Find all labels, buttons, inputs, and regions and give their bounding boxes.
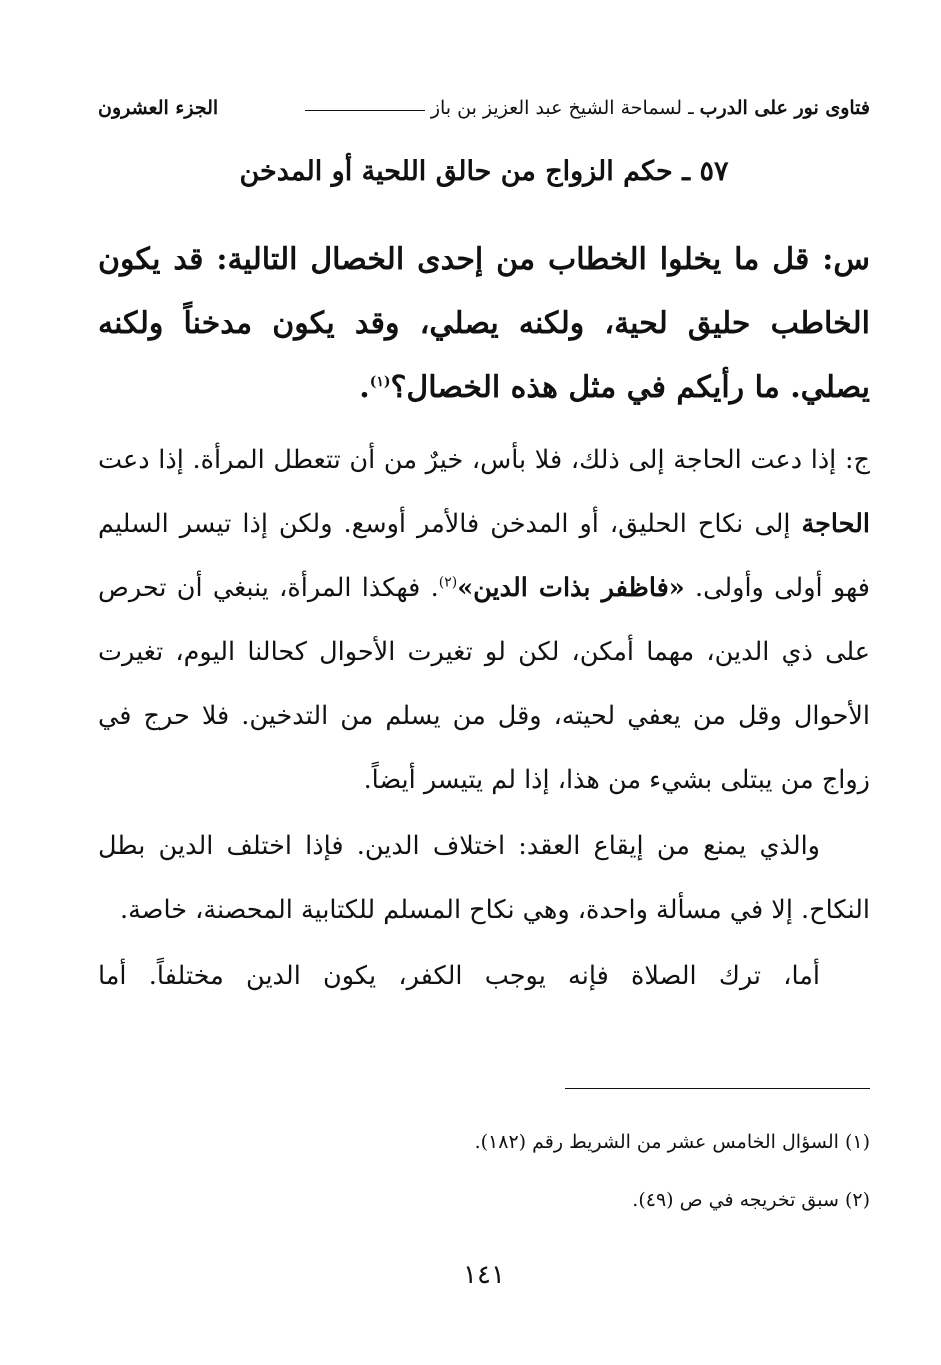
answer-block	[98, 428, 870, 1008]
answer-p1-rest: . فهكذا المرأة، ينبغي أن تحرص على ذي الدين، مهما أمكن، لكن لو تغيرت الأحوال كحالنا اليوم، تغيرت الأحوال وقل من يعفي لحيته، وقل من يسلم من التدخين. فلا حرج في زواج من يبتلى بشيء من هذا، إذا لم يتيسر أيضاً.	[98, 573, 870, 795]
answer-p1-middle: إلى نكاح الحليق، أو المدخن فالأمر أوسع. ولكن إذا تيسر السليم فهو أولى وأولى.	[98, 509, 870, 603]
footnote-1: (١) السؤال الخامس عشر من الشريط رقم (١٨٢).	[474, 1131, 870, 1153]
footnotes	[98, 1113, 870, 1229]
volume-label: الجزء العشرون	[98, 97, 219, 119]
section-title: ٥٧ ـ حكم الزواج من حالق اللحية أو المدخن	[239, 156, 729, 187]
page-number: ١٤١	[463, 1260, 505, 1290]
header-rule	[305, 110, 425, 111]
answer-p1-bold-word: الحاجة	[801, 509, 870, 539]
answer-p1-intro: ج: إذا دعت الحاجة إلى ذلك، فلا بأس، خيرٌ من أن تتعطل المرأة. إذا دعت	[98, 445, 870, 475]
question-end: .	[359, 370, 370, 405]
header-title-group	[299, 97, 870, 119]
question-text: س: قل ما يخلوا الخطاب من إحدى الخصال التالية: قد يكون الخاطب حليق لحية، ولكنه يصلي، وقد يكون مدخناً ولكنه يصلي. ما رأيكم في مثل هذه الخصال؟	[98, 242, 870, 405]
hadith-quote: «فاظفر بذات الدين»	[457, 573, 685, 603]
question-paragraph	[98, 228, 870, 420]
footnote-mark-1: (١)	[369, 374, 391, 390]
running-header	[98, 88, 870, 128]
answer-paragraph-1	[98, 428, 870, 812]
footnote-separator	[565, 1088, 870, 1089]
footnote-2: (٢) سبق تخريجه في ص (٤٩).	[632, 1189, 870, 1211]
answer-paragraph-2: والذي يمنع من إيقاع العقد: اختلاف الدين. فإذا اختلف الدين بطل النكاح. إلا في مسألة واحدة، وهي نكاح المسلم للكتابية المحصنة، خاصة.	[98, 831, 870, 925]
author-name: ـ لسماحة الشيخ عبد العزيز بن باز	[430, 97, 694, 119]
book-title: فتاوى نور على الدرب	[699, 97, 870, 119]
answer-paragraph-3: أما، ترك الصلاة فإنه يوجب الكفر، يكون الدين مختلفاً. أما	[98, 961, 820, 991]
book-page	[98, 88, 870, 1288]
footnote-mark-2: (٢)	[438, 574, 458, 591]
